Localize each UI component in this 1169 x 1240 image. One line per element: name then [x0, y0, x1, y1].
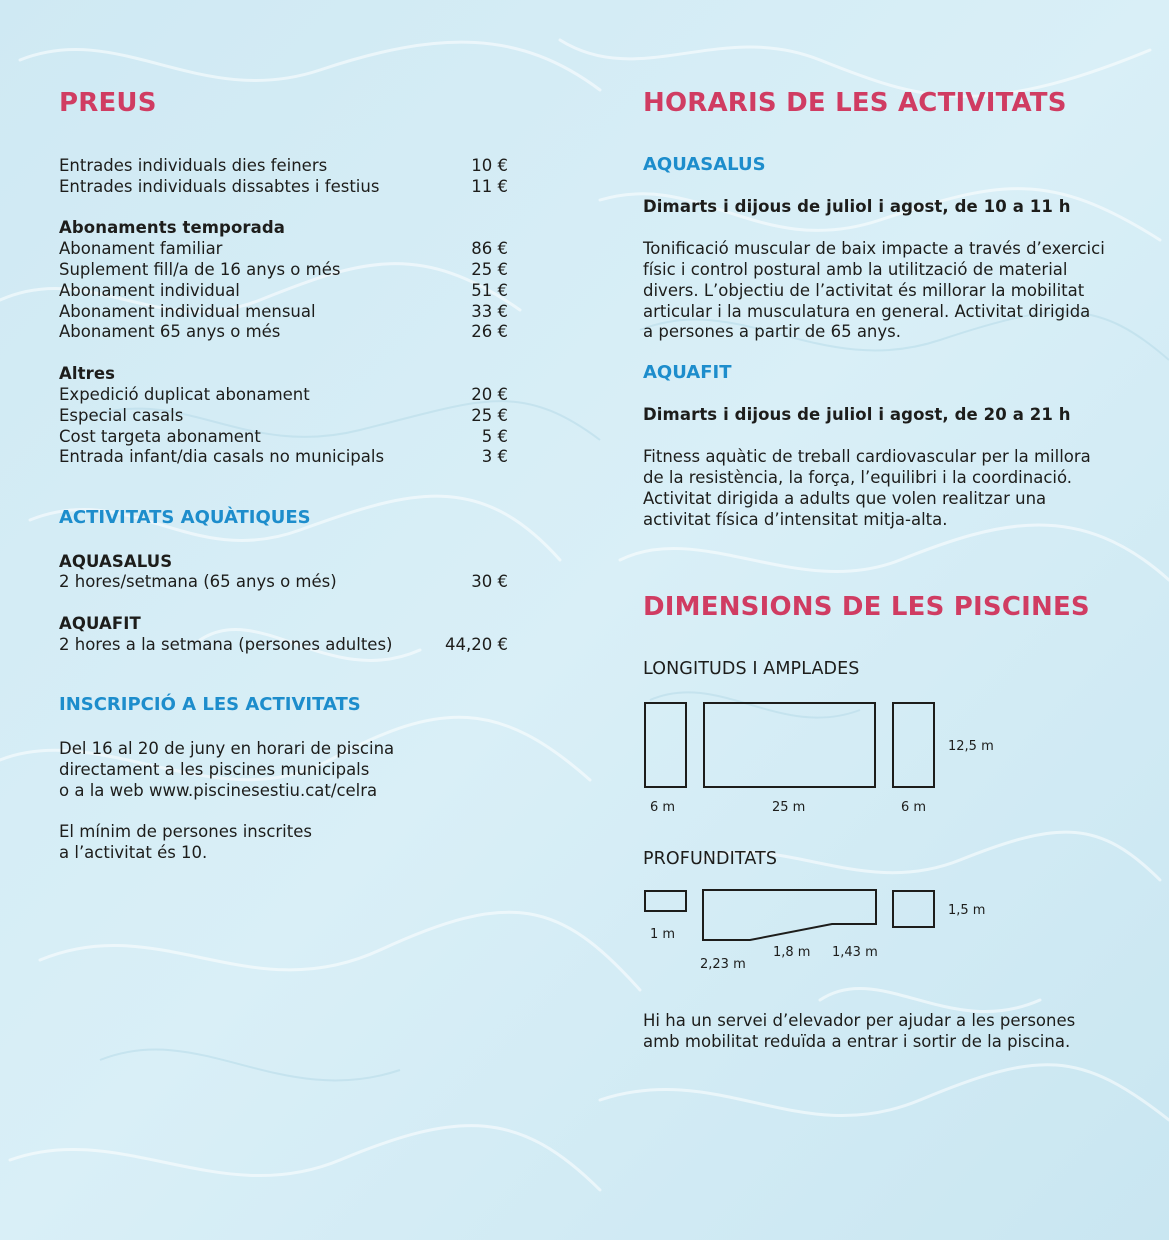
- description-line: divers. L’objectiu de l’activitat és millorar la mobilitat: [643, 281, 1085, 300]
- horaris-title: HORARIS DE LES ACTIVITATS: [643, 88, 1067, 118]
- inscripcio-title: INSCRIPCIÓ A LES ACTIVITATS: [59, 694, 361, 715]
- elevador-line: Hi ha un servei d’elevador per ajudar a les persones: [643, 1011, 1076, 1030]
- price-value: 30 €: [471, 572, 508, 591]
- depth-label: 1 m: [650, 927, 676, 942]
- inscripcio-line: Del 16 al 20 de juny en horari de piscina: [59, 739, 395, 758]
- abonaments-heading: Abonaments temporada: [59, 218, 286, 237]
- aquafit-name: AQUAFIT: [59, 614, 141, 633]
- price-value: 44,20 €: [445, 635, 508, 654]
- minim-line: a l’activitat és 10.: [59, 843, 208, 862]
- length-label: 25 m: [772, 800, 806, 815]
- main-pool-outline: [703, 702, 876, 788]
- price-label: Entrada infant/dia casals no municipals: [59, 447, 385, 466]
- inscripcio-line: o a la web www.piscinesestiu.cat/celra: [59, 781, 378, 800]
- length-label: 6 m: [901, 800, 927, 815]
- price-value: 51 €: [471, 281, 508, 300]
- depth-label: 1,5 m: [948, 903, 986, 918]
- preus-title: PREUS: [59, 88, 157, 118]
- price-value: 26 €: [471, 322, 508, 341]
- price-label: Abonament individual: [59, 281, 240, 300]
- small-pool-right-depth: [892, 890, 935, 928]
- price-label: Especial casals: [59, 406, 184, 425]
- price-label: Cost targeta abonament: [59, 427, 261, 446]
- aquasalus-title: AQUASALUS: [643, 154, 766, 175]
- price-value: 86 €: [471, 239, 508, 258]
- main-pool-depth-profile: [702, 889, 878, 943]
- price-label: 2 hores/setmana (65 anys o més): [59, 572, 337, 591]
- price-value: 10 €: [471, 156, 508, 175]
- width-label: 12,5 m: [948, 739, 994, 754]
- price-label: Abonament familiar: [59, 239, 223, 258]
- aquasalus-schedule: Dimarts i dijous de juliol i agost, de 10 a 11 h: [643, 197, 1071, 216]
- price-label: Abonament individual mensual: [59, 302, 316, 321]
- description-line: Tonificació muscular de baix impacte a través d’exercici: [643, 239, 1105, 258]
- price-value: 25 €: [471, 406, 508, 425]
- length-label: 6 m: [650, 800, 676, 815]
- price-label: Expedició duplicat abonament: [59, 385, 310, 404]
- description-line: físic i control postural amb la utilització de material: [643, 260, 1068, 279]
- description-line: Activitat dirigida a adults que volen realitzar una: [643, 489, 1047, 508]
- depth-label: 2,23 m: [700, 957, 746, 972]
- description-line: activitat física d’intensitat mitja-alta.: [643, 510, 948, 529]
- aquasalus-name: AQUASALUS: [59, 552, 173, 571]
- aquafit-schedule: Dimarts i dijous de juliol i agost, de 20 a 21 h: [643, 405, 1071, 424]
- small-pool-left-depth: [644, 890, 687, 912]
- price-value: 11 €: [471, 177, 508, 196]
- small-pool-left-outline: [644, 702, 687, 788]
- price-label: 2 hores a la setmana (persones adultes): [59, 635, 393, 654]
- activitats-title: ACTIVITATS AQUÀTIQUES: [59, 507, 311, 528]
- altres-heading: Altres: [59, 364, 116, 383]
- aquafit-title: AQUAFIT: [643, 362, 732, 383]
- description-line: Fitness aquàtic de treball cardiovascular per la millora: [643, 447, 1091, 466]
- longituds-heading: LONGITUDS I AMPLADES: [643, 659, 860, 679]
- price-label: Abonament 65 anys o més: [59, 322, 281, 341]
- price-label: Entrades individuals dies feiners: [59, 156, 328, 175]
- minim-line: El mínim de persones inscrites: [59, 822, 312, 841]
- price-value: 20 €: [471, 385, 508, 404]
- small-pool-right-outline: [892, 702, 935, 788]
- description-line: a persones a partir de 65 anys.: [643, 322, 901, 341]
- price-value: 25 €: [471, 260, 508, 279]
- price-value: 33 €: [471, 302, 508, 321]
- price-value: 3 €: [481, 447, 508, 466]
- dimensions-title: DIMENSIONS DE LES PISCINES: [643, 592, 1090, 622]
- inscripcio-line: directament a les piscines municipals: [59, 760, 370, 779]
- price-label: Entrades individuals dissabtes i festius: [59, 177, 380, 196]
- depth-label: 1,43 m: [832, 945, 878, 960]
- elevador-line: amb mobilitat reduïda a entrar i sortir de la piscina.: [643, 1032, 1071, 1051]
- price-label: Suplement fill/a de 16 anys o més: [59, 260, 341, 279]
- price-value: 5 €: [481, 427, 508, 446]
- profunditats-heading: PROFUNDITATS: [643, 849, 778, 869]
- description-line: de la resistència, la força, l’equilibri i la coordinació.: [643, 468, 1073, 487]
- depth-label: 1,8 m: [773, 945, 811, 960]
- description-line: articular i la musculatura en general. Activitat dirigida: [643, 302, 1091, 321]
